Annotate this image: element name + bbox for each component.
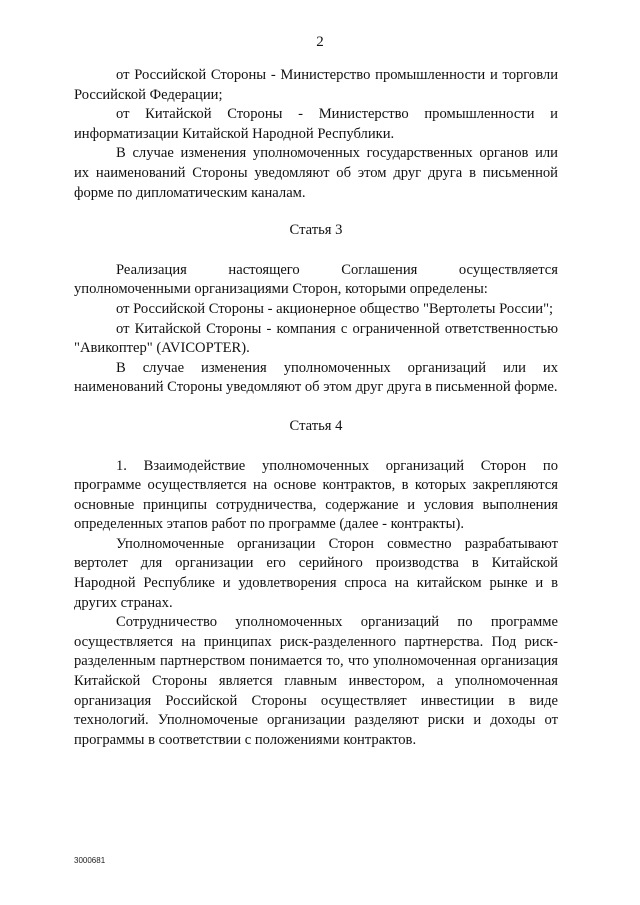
article-3-paragraph-2: от Российской Стороны - акционерное общество "Вертолеты России"; bbox=[116, 300, 554, 317]
article-4-paragraph-1: 1. Взаимодействие уполномоченных организаций Сторон по программе осуществляется на основе контрактов, в которых закрепляются основные принципы сотрудничества, содержание и условия выполнения определенных этапов работ по программе (далее - контракты). bbox=[74, 457, 558, 533]
page-number: 2 bbox=[316, 34, 324, 50]
article-3-paragraph-3: от Китайской Стороны - компания с ограниченной ответственностью "Авикоптер" (AVICOPTER). bbox=[74, 320, 558, 357]
paragraph-change-of-authorities: В случае изменения уполномоченных государственных органов или их наименований Стороны уведомляют об этом друг друга в письменной форме по дипломатическим каналам. bbox=[74, 145, 558, 201]
paragraph-russian-ministry: от Российской Стороны - Министерство промышленности и торговли Российской Федерации; bbox=[74, 67, 558, 103]
document-code: 3000681 bbox=[74, 856, 106, 865]
article-4-paragraph-3: Сотрудничество уполномоченных организаций по программе осуществляется на принципах риск-разделенного партнерства. Под риск-разделенным партнерством понимается то, что уполномоченная организация Китайской Стороны является главным инвестором, а уполномоченная организация Российской Стороны осуществляет инвестиции в виде технологий. Уполномоченые организации разделяют риски и доходы от программы в соответствии с положениями контрактов. bbox=[74, 614, 558, 748]
document-body bbox=[74, 66, 558, 750]
article-4-heading: Статья 4 bbox=[289, 417, 343, 434]
paragraph-chinese-ministry: от Китайской Стороны - Министерство промышленности и информатизации Китайской Народной Республики. bbox=[74, 106, 558, 142]
article-3-paragraph-4: В случае изменения уполномоченных организаций или их наименований Стороны уведомляют об этом друг друга в письменной форме. bbox=[74, 359, 558, 396]
article-3-heading: Статья 3 bbox=[289, 222, 343, 239]
article-4-paragraph-2: Уполномоченные организации Сторон совместно разрабатывают вертолет для организации его серийного производства в Китайской Народной Республике и удовлетворения спроса на китайском рынке и в других странах. bbox=[74, 535, 558, 611]
article-3-paragraph-1: Реализация настоящего Соглашения осуществляется уполномоченными организациями Сторон, которыми определены: bbox=[74, 261, 558, 298]
